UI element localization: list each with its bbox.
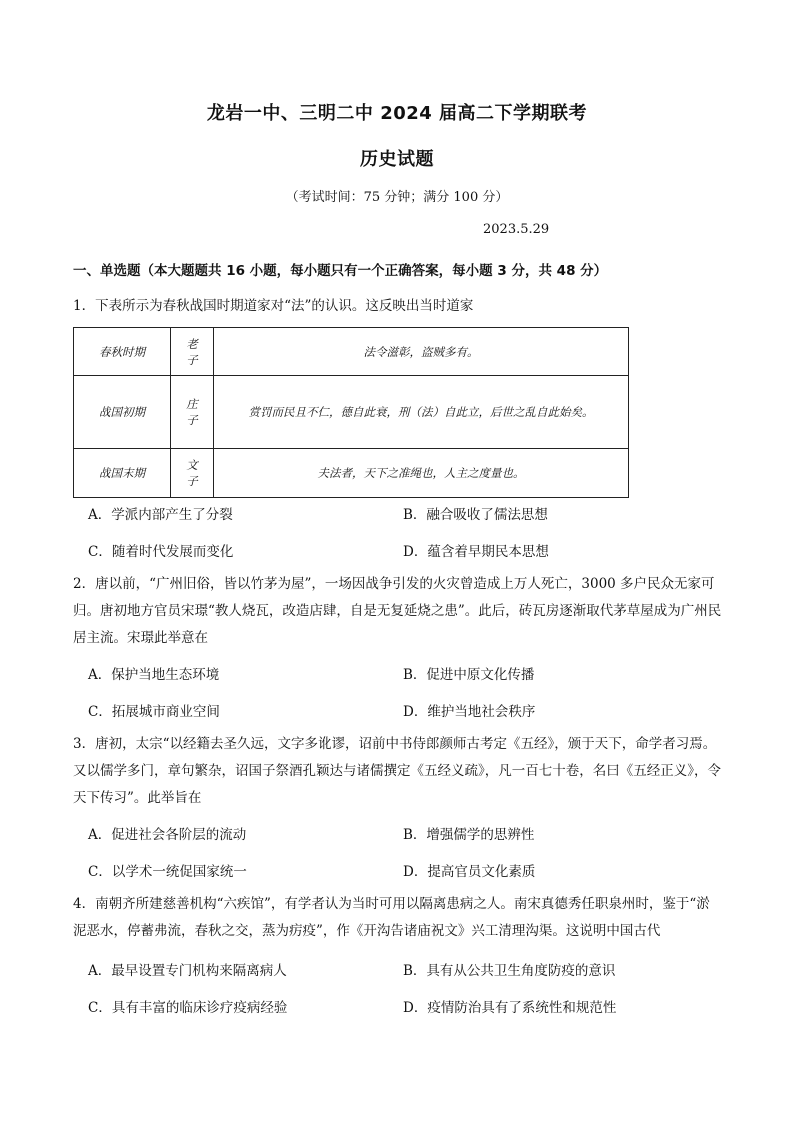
question-1-option-b[interactable]: B．融合吸收了儒法思想	[403, 507, 548, 523]
dao-law-table	[73, 327, 629, 498]
table-cell-person: 文子	[171, 449, 214, 498]
question-2-stem: 2．唐以前，“广州旧俗，皆以竹茅为屋”，一场因战争引发的火灾曾造成上万人死亡，3000 多户民众无家可归。唐初地方官员宋璟“教人烧瓦，改造店肆，自是无复延烧之患”。此后，砖瓦房逐渐取代茅草屋成为广州民居主流。宋璟此举意在	[73, 576, 722, 646]
table-cell-person: 老子	[171, 328, 214, 376]
table-row	[74, 376, 629, 449]
subject-title: 历史试题	[360, 149, 434, 170]
exam-info: （考试时间：75 分钟；满分 100 分）	[285, 190, 509, 205]
question-1-option-c[interactable]: C．随着时代发展而变化	[88, 544, 234, 560]
table-cell-period: 战国末期	[74, 449, 171, 498]
table-row	[74, 328, 629, 376]
question-4-option-d[interactable]: D．疫情防治具有了系统性和规范性	[403, 1000, 617, 1016]
question-2-option-b[interactable]: B．促进中原文化传播	[403, 667, 535, 683]
question-3-option-d[interactable]: D．提高官员文化素质	[403, 864, 536, 880]
table-cell-quote: 法令滋彰，盗贼多有。	[214, 328, 629, 376]
question-2-option-a[interactable]: A．保护当地生态环境	[88, 667, 220, 683]
question-3-option-b[interactable]: B．增强儒学的思辨性	[403, 827, 535, 843]
table-cell-period: 战国初期	[74, 376, 171, 449]
question-2-option-d[interactable]: D．维护当地社会秩序	[403, 704, 536, 720]
section-header: 一、单选题（本大题题共 16 小题，每小题只有一个正确答案，每小题 3 分，共 48 分）	[73, 263, 608, 279]
table-cell-quote: 夫法者，天下之准绳也，人主之度量也。	[214, 449, 629, 498]
question-1-stem: 1．下表所示为春秋战国时期道家对“法”的认识。这反映出当时道家	[73, 298, 474, 314]
question-4-stem: 4．南朝齐所建慈善机构“六疾馆”，有学者认为当时可用以隔离患病之人。南宋真德秀任职泉州时，鉴于“淤泥恶水，停蓄弗流，春秋之交，蒸为疠疫”，作《开沟告诸庙祝文》兴工清理沟渠。这说明中国古代	[73, 896, 710, 939]
question-1-option-a[interactable]: A．学派内部产生了分裂	[88, 507, 233, 523]
question-4-option-b[interactable]: B．具有从公共卫生角度防疫的意识	[403, 963, 616, 979]
question-2-option-c[interactable]: C．拓展城市商业空间	[88, 704, 220, 720]
table-cell-person: 庄子	[171, 376, 214, 449]
question-3-option-a[interactable]: A．促进社会各阶层的流动	[88, 827, 247, 843]
question-1-option-d[interactable]: D．蕴含着早期民本思想	[403, 544, 549, 560]
question-4-option-c[interactable]: C．具有丰富的临床诊疗疫病经验	[88, 1000, 288, 1016]
table-cell-quote: 赏罚而民且不仁，德自此衰，刑（法）自此立，后世之乱自此始矣。	[214, 376, 629, 449]
question-3-stem: 3．唐初，太宗“以经籍去圣久远，文字多讹谬，诏前中书侍郎颜师古考定《五经》，颁于天下，命学者习焉。又以儒学多门，章句繁杂，诏国子祭酒孔颖达与诸儒撰定《五经义疏》，凡一百七十卷，名曰《五经正义》，令天下传习”。此举旨在	[73, 736, 721, 806]
exam-date: 2023.5.29	[483, 222, 550, 237]
table-cell-period: 春秋时期	[74, 328, 171, 376]
table-row	[74, 449, 629, 498]
exam-title: 龙岩一中、三明二中 2024 届高二下学期联考	[206, 103, 588, 124]
question-4-option-a[interactable]: A．最早设置专门机构来隔离病人	[88, 963, 287, 979]
question-3-option-c[interactable]: C．以学术一统促国家统一	[88, 864, 247, 880]
